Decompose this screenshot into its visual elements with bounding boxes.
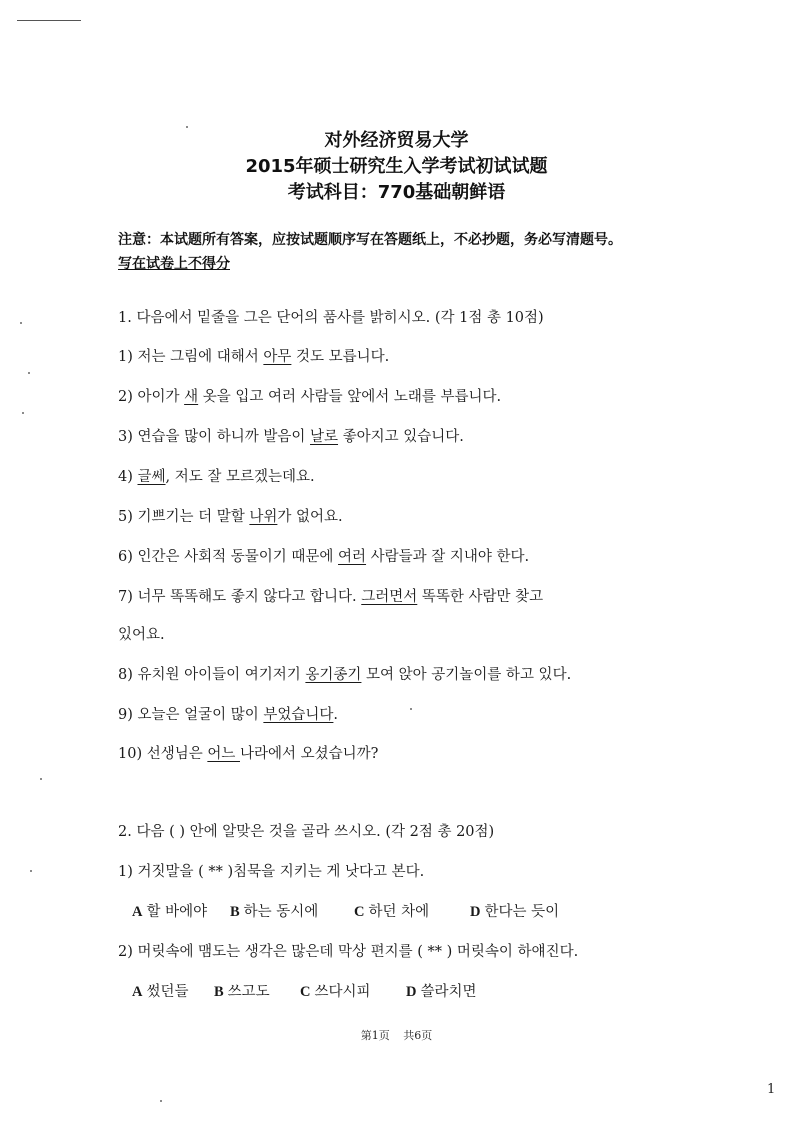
question-item: 5) 기쁘기는 더 말할 나위가 없어요. (118, 509, 343, 525)
underlined-word: 어느 (207, 746, 240, 762)
university-name: 对外经济贸易大学 (324, 130, 469, 151)
scan-speck (22, 412, 24, 414)
exam-header (0, 128, 793, 206)
scan-page-number: 1 (767, 1082, 776, 1097)
current-page: 第1页 (360, 1029, 390, 1042)
underlined-word: 여러 (338, 549, 367, 565)
question-item: 7) 너무 똑똑해도 좋지 않다고 합니다. 그러면서 똑똑한 사람만 찾고 (118, 589, 544, 605)
question-item: 4) 글쎄, 저도 잘 모르겠는데요. (118, 469, 315, 485)
question-item: 9) 오늘은 얼굴이 많이 부었습니다. (118, 707, 339, 723)
question-item: 2) 아이가 새 옷을 입고 여러 사람들 앞에서 노래를 부릅니다. (118, 389, 502, 405)
underlined-word: 그러면서 (361, 589, 418, 605)
option-b: B 하는 동시에 (230, 904, 319, 920)
scan-speck (160, 1100, 162, 1102)
question-item: 6) 인간은 사회적 동물이기 때문에 여러 사람들과 잘 지내야 한다. (118, 549, 530, 565)
scan-speck (20, 322, 22, 324)
underlined-word: 부었습니다 (263, 707, 334, 723)
scan-speck (30, 870, 32, 872)
underlined-word: 새 (184, 389, 199, 405)
section-1-instruction: 1. 다음에서 밑줄을 그은 단어의 품사를 밝히시오. (각 1점 총 10점) (118, 310, 544, 326)
question-item: 1) 저는 그림에 대해서 아무 것도 모릅니다. (118, 349, 390, 365)
exam-notice (118, 228, 678, 276)
section-2-instruction: 2. 다음 ( ) 안에 알맞은 것을 골라 쓰시오. (각 2점 총 20점) (118, 824, 495, 840)
underlined-word: 날로 (310, 429, 339, 445)
underlined-word: 글쎄 (137, 469, 166, 485)
option-c: C 하던 차에 (354, 904, 430, 920)
exam-title: 2015年硕士研究生入学考试初试试题 (245, 156, 548, 177)
option-c: C 쓰다시피 (300, 984, 371, 1000)
question-stem: 1) 거짓말을 ( ** )침묵을 지키는 게 낫다고 본다. (118, 864, 425, 880)
question-item: 10) 선생님은 어느 나라에서 오셨습니까? (118, 746, 379, 762)
option-a: A 썼던들 (132, 984, 189, 1000)
page-footer (0, 1027, 793, 1043)
option-d: D 한다는 듯이 (470, 904, 560, 920)
question-stem: 2) 머릿속에 맴도는 생각은 많은데 막상 편지를 ( ** ) 머릿속이 하얘진다. (118, 944, 579, 960)
underlined-word: 아무 (263, 349, 292, 365)
option-b: B 쓰고도 (214, 984, 270, 1000)
exam-subject: 考试科目：770基础朝鲜语 (287, 182, 506, 203)
scan-speck (28, 372, 30, 374)
scan-corner-mark (17, 20, 81, 21)
question-item: 8) 유치원 아이들이 여기저기 옹기종기 모여 앉아 공기놀이를 하고 있다. (118, 667, 572, 683)
notice-warning: 写在试卷上不得分 (118, 256, 230, 272)
scan-speck (40, 778, 42, 780)
underlined-word: 옹기종기 (305, 667, 362, 683)
question-item-continuation: 있어요. (118, 627, 165, 643)
question-item: 3) 연습을 많이 하니까 발음이 날로 좋아지고 있습니다. (118, 429, 464, 445)
option-a: A 할 바에야 (132, 904, 208, 920)
notice-text: 注意：本试题所有答案，应按试题顺序写在答题纸上，不必抄题，务必写清题号。 (118, 232, 622, 248)
total-pages: 共6页 (403, 1029, 433, 1042)
scan-speck (410, 708, 412, 710)
underlined-word: 나위 (249, 509, 278, 525)
option-d: D 쓸라치면 (406, 984, 477, 1000)
